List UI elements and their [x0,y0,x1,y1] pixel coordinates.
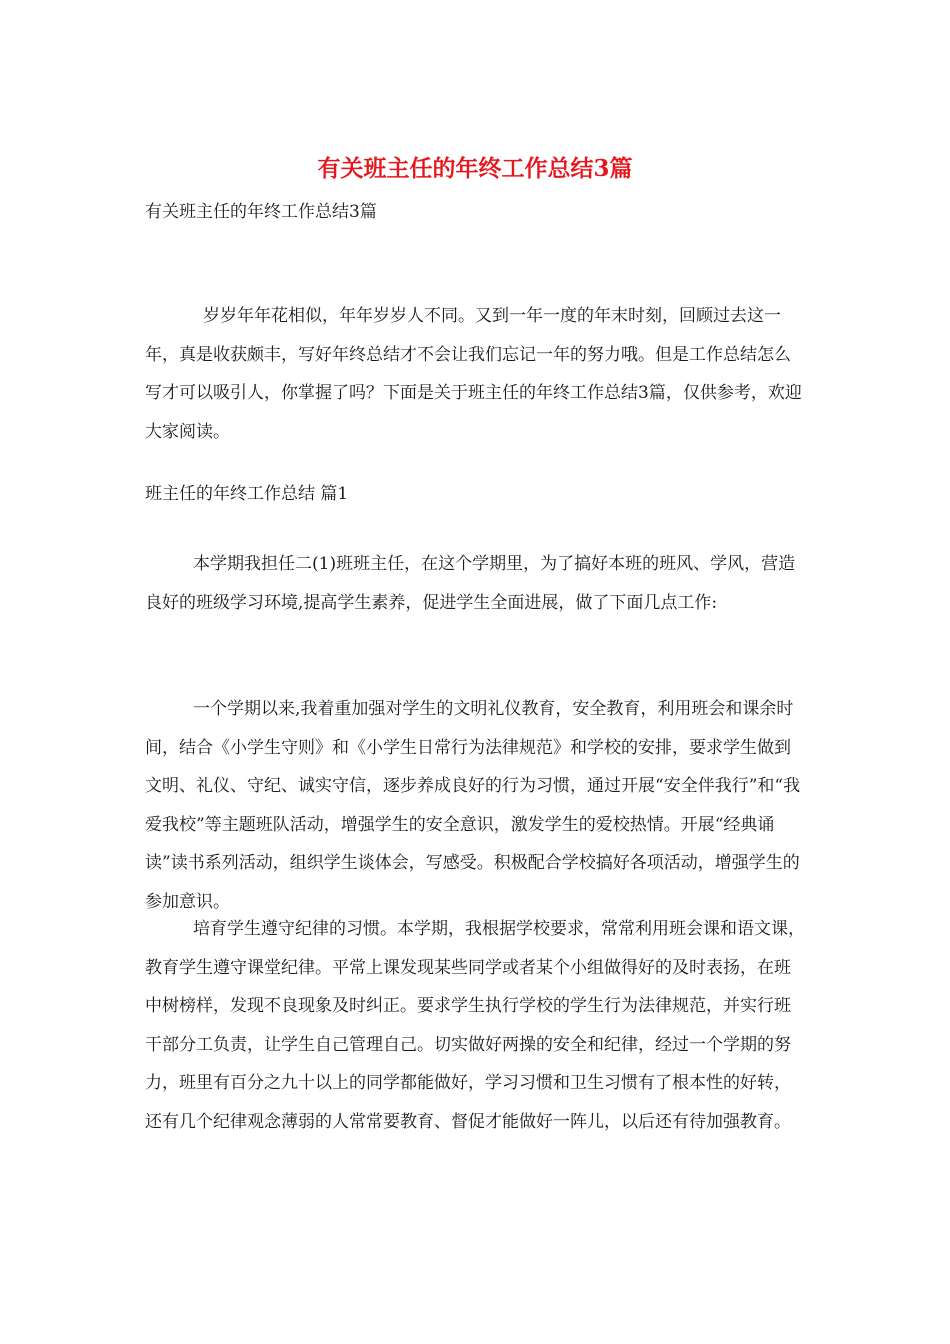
body-paragraph-3: 培育学生遵守纪律的习惯。本学期，我根据学校要求，常常利用班会课和语文课，教育学生遵守课堂纪律。平常上课发现某些同学或者某个小组做得好的及时表扬，在班中树榜样，发现不良现象及时纠正。要求学生执行学校的学生行为法律规范，并实行班干部分工负责，让学生自己管理自己。切实做好两操的安全和纪律，经过一个学期的努力，班里有百分之九十以上的同学都能做好，学习习惯和卫生习惯有了根本性的好转，还有几个纪律观念薄弱的人常常要教育、督促才能做好一阵儿，以后还有待加强教育。 [145,919,805,1132]
document-subtitle: 有关班主任的年终工作总结3篇 [145,202,377,222]
intro-paragraph: 岁岁年年花相似，年年岁岁人不同。又到一年一度的年末时刻，回顾过去这一年，真是收获颇丰，写好年终总结才不会让我们忘记一年的努力哦。但是工作总结怎么写才可以吸引人，你掌握了吗？下面是关于班主任的年终工作总结3篇，仅供参考，欢迎大家阅读。 [145,306,802,442]
body-paragraph-1: 本学期我担任二(1)班班主任，在这个学期里，为了搞好本班的班风、学风，营造良好的班级学习环境,提高学生素养，促进学生全面进展，做了下面几点工作: [145,554,796,613]
section-heading: 班主任的年终工作总结 篇1 [145,484,349,504]
body-paragraph-2: 一个学期以来,我着重加强对学生的文明礼仪教育，安全教育，利用班会和课余时间，结合《小学生守则》和《小学生日常行为法律规范》和学校的安排，要求学生做到文明、礼仪、守纪、诚实守信，逐步养成良好的行为习惯，通过开展“安全伴我行”和“我爱我校”等主题班队活动，增强学生的安全意识，激发学生的爱校热情。开展“经典诵读”读书系列活动，组织学生谈体会，写感受。积极配合学校搞好各项活动，增强学生的参加意识。 [145,699,801,912]
document-title: 有关班主任的年终工作总结3篇 [317,155,633,182]
